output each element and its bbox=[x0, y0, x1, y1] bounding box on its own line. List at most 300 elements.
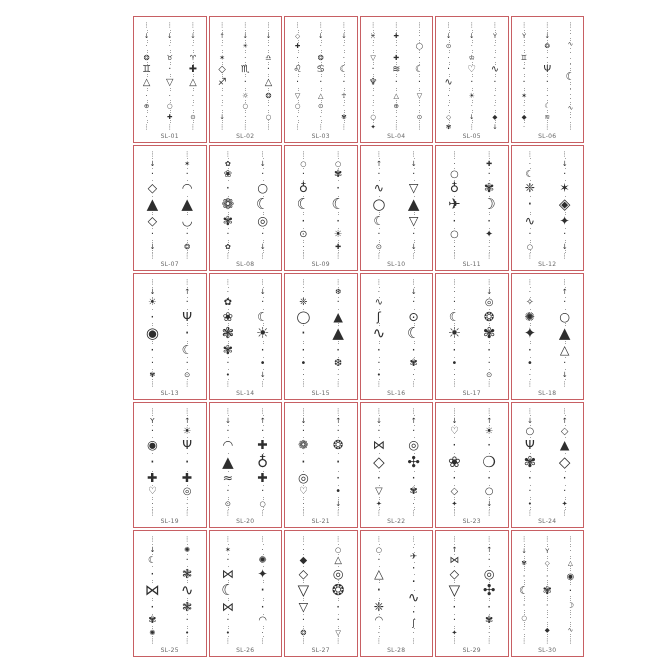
ornament-glyph: ↓ bbox=[259, 370, 266, 380]
ornament-glyph: ⋮ bbox=[149, 380, 156, 389]
ornament-glyph: ⋮ bbox=[334, 380, 342, 389]
ornament-glyph: ⋮ bbox=[485, 149, 493, 158]
ornament-glyph: · bbox=[226, 615, 230, 627]
ornament-glyph: ✺ bbox=[149, 627, 156, 637]
ornament-glyph: ◯ bbox=[415, 42, 424, 50]
ornament-glyph: · bbox=[145, 42, 148, 50]
ornament-glyph: · bbox=[452, 615, 456, 627]
ornament-glyph: · bbox=[411, 562, 416, 576]
ornament-glyph: ⋮ bbox=[259, 508, 266, 517]
ornament-glyph: Ψ bbox=[543, 63, 552, 75]
ornament-glyph: • bbox=[225, 627, 230, 637]
ornament-glyph: ☽ bbox=[566, 600, 575, 611]
ornament-glyph: • bbox=[376, 370, 381, 380]
ornament-glyph: ⋮ bbox=[375, 251, 383, 260]
ornament-glyph: ⊙ bbox=[408, 308, 419, 324]
ornament-glyph: ⋮ bbox=[189, 123, 197, 132]
ornament-glyph: ⋮ bbox=[149, 149, 156, 158]
ornament-glyph: ⋮ bbox=[183, 637, 191, 646]
ornament-glyph: · bbox=[487, 554, 491, 566]
ornament-glyph: · bbox=[266, 63, 270, 75]
tattoo-card bbox=[133, 145, 207, 272]
ornament-glyph: ✚ bbox=[257, 470, 268, 486]
ornament-glyph: ⋮ bbox=[149, 637, 156, 646]
ornament-strip bbox=[396, 279, 431, 388]
ornament-glyph: ⊙ bbox=[184, 370, 191, 380]
ornament-glyph: ☀ bbox=[447, 323, 462, 342]
ornament-glyph: · bbox=[372, 42, 375, 50]
ornament-glyph: ↓ bbox=[486, 287, 493, 297]
ornament-glyph: ⋮ bbox=[265, 21, 272, 29]
ornament-glyph: ✈ bbox=[448, 195, 461, 214]
ornament-glyph: ⋮ bbox=[259, 380, 266, 389]
ornament-glyph: ✚ bbox=[181, 470, 193, 486]
ornament-glyph: · bbox=[301, 213, 306, 229]
ornament-strip bbox=[245, 536, 280, 645]
ornament-glyph: ♏ bbox=[240, 63, 250, 75]
ornament-glyph: · bbox=[528, 158, 532, 168]
ornament-glyph: ∿ bbox=[567, 39, 574, 48]
ornament-glyph: · bbox=[417, 77, 421, 89]
design-code-label: SL-17 bbox=[462, 389, 481, 397]
ornament-glyph: ⋮ bbox=[567, 123, 574, 132]
ornament-strip bbox=[472, 408, 507, 517]
ornament-glyph: ♡ bbox=[467, 63, 477, 75]
ornament-glyph: · bbox=[244, 52, 247, 62]
ornament-glyph: · bbox=[453, 158, 456, 168]
ornament-glyph: ⋮ bbox=[485, 406, 493, 415]
ornament-glyph: · bbox=[528, 486, 532, 498]
ornament-glyph: ⋮ bbox=[451, 251, 458, 260]
design-code-label: SL-03 bbox=[311, 132, 330, 140]
ornament-glyph: ↓ bbox=[492, 123, 498, 132]
ornament-glyph: · bbox=[527, 341, 532, 357]
ornament-glyph: ✾ bbox=[482, 323, 496, 342]
tattoo-card bbox=[133, 530, 207, 657]
ornament-glyph: ⋮ bbox=[224, 508, 232, 517]
ornament-glyph: ⋮ bbox=[416, 21, 423, 29]
ornament-glyph: ⋮ bbox=[375, 380, 383, 389]
tattoo-design bbox=[513, 536, 583, 645]
ornament-glyph: · bbox=[336, 425, 340, 437]
ornament-glyph: ✦ bbox=[451, 627, 458, 637]
ornament-glyph: ⋮ bbox=[375, 508, 383, 517]
ornament-glyph: · bbox=[452, 598, 457, 614]
ornament-glyph: ⋮ bbox=[468, 123, 475, 132]
ornament-glyph: ○ bbox=[166, 102, 173, 111]
ornament-glyph: ⋮ bbox=[410, 278, 417, 287]
ornament-strip bbox=[211, 151, 246, 260]
ornament-glyph: ⋮ bbox=[561, 278, 568, 287]
ornament-glyph: ○ bbox=[259, 498, 266, 508]
ornament-glyph: · bbox=[226, 554, 230, 566]
ornament-glyph: ▲ bbox=[222, 452, 234, 471]
ornament-glyph: · bbox=[522, 570, 526, 581]
ornament-glyph: ↓ bbox=[469, 112, 475, 121]
design-code-label: SL-09 bbox=[311, 261, 330, 269]
ornament-glyph: ↑ bbox=[259, 416, 266, 426]
ornament-glyph: ◇ bbox=[298, 566, 309, 582]
ornament-glyph: · bbox=[412, 543, 415, 552]
ornament-glyph: ◉ bbox=[566, 570, 575, 581]
ornament-glyph: · bbox=[487, 627, 491, 637]
ornament-glyph: ∿ bbox=[372, 323, 386, 342]
ornament-glyph: · bbox=[221, 102, 224, 111]
tattoo-design bbox=[211, 408, 281, 517]
ornament-glyph: ✿ bbox=[224, 158, 231, 168]
ornament-glyph: ○ bbox=[257, 180, 269, 196]
ornament-glyph: · bbox=[226, 287, 230, 297]
ornament-glyph: · bbox=[377, 425, 381, 437]
ornament-glyph: ▲ bbox=[407, 195, 420, 214]
ornament-glyph: ⋮ bbox=[451, 637, 458, 646]
ornament-glyph: ⋮ bbox=[485, 251, 493, 260]
design-code-label: SL-22 bbox=[387, 518, 406, 526]
ornament-glyph: ⋮ bbox=[218, 21, 226, 29]
ornament-glyph: · bbox=[336, 297, 340, 309]
ornament-glyph: · bbox=[226, 229, 230, 241]
ornament-glyph: · bbox=[150, 425, 154, 437]
ornament-glyph: · bbox=[447, 91, 450, 100]
ornament-glyph: · bbox=[377, 287, 381, 297]
ornament-glyph: ⋮ bbox=[242, 123, 249, 132]
ornament-glyph: · bbox=[302, 498, 305, 508]
ornament-glyph: ☾ bbox=[221, 581, 235, 600]
ornament-glyph: · bbox=[225, 180, 230, 196]
ornament-glyph: Y bbox=[522, 31, 527, 40]
ornament-glyph: ◇ bbox=[218, 63, 226, 75]
ornament-glyph: ○ bbox=[334, 544, 342, 554]
ornament-glyph: ☾ bbox=[525, 168, 535, 180]
ornament-glyph: ⋮ bbox=[334, 278, 342, 287]
ornament-glyph: · bbox=[151, 498, 154, 508]
ornament-glyph: · bbox=[569, 614, 572, 623]
ornament-glyph: ∿ bbox=[567, 625, 574, 634]
ornament-strip bbox=[321, 279, 356, 388]
ornament-glyph: ⋮ bbox=[300, 637, 307, 646]
ornament-glyph: ❁ bbox=[221, 195, 235, 214]
ornament-glyph: ⋮ bbox=[334, 251, 342, 260]
ornament-glyph: ◎ bbox=[297, 470, 309, 486]
ornament-glyph: · bbox=[261, 486, 265, 498]
ornament-glyph: · bbox=[302, 544, 305, 554]
ornament-glyph: ↓ bbox=[300, 416, 307, 426]
ornament-glyph: ⋮ bbox=[334, 508, 342, 517]
ornament-glyph: ▽ bbox=[297, 581, 310, 600]
design-code-label: SL-28 bbox=[387, 646, 406, 654]
ornament-glyph: ❂ bbox=[544, 42, 550, 50]
ornament-glyph: ○ bbox=[300, 158, 307, 168]
ornament-glyph: · bbox=[527, 470, 532, 486]
ornament-glyph: · bbox=[493, 77, 497, 89]
ornament-glyph: ❀ bbox=[448, 452, 461, 471]
ornament-glyph: · bbox=[261, 168, 265, 180]
ornament-glyph: ↓ bbox=[521, 547, 527, 556]
ornament-glyph: ◇ bbox=[449, 566, 460, 582]
ornament-glyph: ↓ bbox=[335, 498, 342, 508]
tattoo-card bbox=[435, 402, 509, 529]
tattoo-design bbox=[211, 151, 281, 260]
ornament-glyph: ⋮ bbox=[375, 149, 383, 158]
ornament-glyph: ↓ bbox=[410, 241, 417, 251]
ornament-glyph: ⋮ bbox=[183, 278, 191, 287]
tattoo-design bbox=[513, 151, 583, 260]
ornament-glyph: ▽ bbox=[448, 581, 461, 600]
ornament-strip bbox=[170, 279, 205, 388]
ornament-glyph: · bbox=[185, 297, 189, 309]
ornament-glyph: ⋮ bbox=[520, 535, 528, 544]
ornament-glyph: · bbox=[191, 91, 195, 100]
ornament-glyph: · bbox=[168, 42, 171, 50]
ornament-strip bbox=[181, 22, 204, 131]
ornament-glyph: · bbox=[523, 102, 526, 111]
tattoo-design bbox=[211, 536, 281, 645]
ornament-glyph: ↑ bbox=[410, 416, 417, 426]
ornament-glyph: ⋮ bbox=[183, 535, 191, 544]
tattoo-design bbox=[211, 22, 281, 131]
tattoo-design bbox=[286, 408, 356, 517]
ornament-glyph: △ bbox=[374, 566, 384, 582]
ornament-glyph: ⋮ bbox=[294, 123, 301, 132]
ornament-glyph: ✾ bbox=[148, 615, 157, 627]
design-code-label: SL-01 bbox=[160, 132, 179, 140]
ornament-glyph: · bbox=[545, 77, 549, 89]
ornament-glyph: ✚ bbox=[257, 437, 268, 453]
ornament-strip bbox=[211, 408, 246, 517]
ornament-glyph: · bbox=[301, 615, 305, 627]
ornament-glyph: ○ bbox=[559, 308, 571, 324]
design-code-label: SL-05 bbox=[462, 132, 481, 140]
ornament-glyph: ↓ bbox=[451, 416, 458, 426]
ornament-strip bbox=[483, 22, 506, 131]
ornament-glyph: ◇ bbox=[450, 486, 459, 498]
ornament-glyph: ↑ bbox=[335, 416, 342, 426]
ornament-glyph: ▽ bbox=[166, 77, 174, 89]
ornament-glyph: ✾ bbox=[445, 123, 452, 132]
ornament-glyph: ⊙ bbox=[486, 370, 493, 380]
ornament-glyph: ⋮ bbox=[183, 508, 191, 517]
ornament-glyph: · bbox=[452, 341, 457, 357]
ornament-glyph: ∿ bbox=[524, 213, 536, 229]
ornament-glyph: ♈ bbox=[189, 52, 197, 62]
ornament-strip bbox=[362, 22, 385, 131]
ornament-glyph: ◡ bbox=[181, 213, 193, 229]
design-code-label: SL-06 bbox=[538, 132, 557, 140]
ornament-glyph: ○ bbox=[375, 544, 383, 554]
ornament-glyph: · bbox=[185, 554, 189, 566]
ornament-glyph: ⋮ bbox=[567, 535, 574, 544]
ornament-glyph: ☀ bbox=[484, 425, 494, 437]
ornament-glyph: · bbox=[563, 168, 567, 180]
ornament-glyph: ▲ bbox=[558, 323, 571, 342]
ornament-strip bbox=[437, 151, 472, 260]
ornament-glyph: ⋮ bbox=[410, 637, 417, 646]
ornament-glyph: ❈ bbox=[299, 297, 308, 309]
ornament-glyph: · bbox=[336, 598, 341, 614]
ornament-glyph: ❂ bbox=[483, 308, 495, 324]
ornament-glyph: ↓ bbox=[167, 31, 173, 40]
ornament-glyph: · bbox=[411, 605, 416, 619]
ornament-glyph: · bbox=[185, 498, 189, 508]
ornament-glyph: ⋈ bbox=[221, 598, 235, 614]
ornament-glyph: ↑ bbox=[486, 416, 493, 426]
tattoo-card bbox=[360, 273, 434, 400]
ornament-glyph: · bbox=[568, 584, 573, 598]
tattoo-card bbox=[133, 273, 207, 400]
ornament-glyph: ⋮ bbox=[451, 149, 458, 158]
tattoo-card bbox=[209, 530, 283, 657]
ornament-glyph: · bbox=[523, 123, 526, 132]
ornament-strip bbox=[362, 151, 397, 260]
ornament-strip bbox=[547, 151, 582, 260]
ornament-glyph: ○ bbox=[334, 158, 342, 168]
ornament-glyph: ◠ bbox=[374, 615, 384, 627]
ornament-glyph: · bbox=[336, 370, 340, 380]
ornament-glyph: ❂ bbox=[143, 52, 150, 62]
ornament-strip bbox=[321, 408, 356, 517]
ornament-glyph: ☾ bbox=[406, 323, 421, 342]
ornament-strip bbox=[245, 151, 280, 260]
tattoo-design bbox=[286, 536, 356, 645]
ornament-glyph: · bbox=[296, 77, 300, 89]
ornament-glyph: ⋮ bbox=[485, 535, 493, 544]
ornament-glyph: ❂ bbox=[184, 241, 191, 251]
ornament-strip bbox=[286, 408, 321, 517]
ornament-glyph: ⋮ bbox=[300, 380, 307, 389]
ornament-glyph: · bbox=[336, 180, 341, 196]
ornament-strip bbox=[286, 536, 321, 645]
ornament-glyph: · bbox=[418, 31, 421, 40]
ornament-glyph: ⋈ bbox=[449, 554, 460, 566]
ornament-glyph: ✶ bbox=[184, 158, 191, 168]
ornament-glyph: ❂ bbox=[265, 91, 272, 100]
ornament-glyph: ✿ bbox=[223, 297, 232, 309]
tattoo-design bbox=[437, 22, 507, 131]
ornament-glyph: ⋮ bbox=[317, 123, 324, 132]
ornament-glyph: ∿ bbox=[373, 180, 385, 196]
ornament-strip bbox=[536, 536, 559, 645]
ornament-glyph: ⋮ bbox=[561, 508, 568, 517]
ornament-strip bbox=[513, 536, 536, 645]
ornament-glyph: ♔ bbox=[468, 52, 475, 62]
ornament-glyph: · bbox=[261, 627, 264, 637]
ornament-glyph: ❃ bbox=[221, 323, 235, 342]
ornament-glyph: ◎ bbox=[332, 566, 344, 582]
ornament-glyph: · bbox=[470, 77, 474, 89]
ornament-glyph: · bbox=[336, 470, 341, 486]
ornament-glyph: ♐ bbox=[217, 77, 227, 89]
ornament-glyph: · bbox=[563, 229, 567, 241]
ornament-glyph: · bbox=[302, 370, 305, 380]
ornament-glyph: • bbox=[527, 498, 532, 508]
ornament-glyph: ○ bbox=[372, 195, 386, 214]
tattoo-card bbox=[511, 16, 585, 143]
ornament-glyph: ⋮ bbox=[259, 251, 266, 260]
ornament-glyph: · bbox=[342, 42, 345, 50]
ornament-glyph: ♁ bbox=[449, 180, 459, 196]
ornament-glyph: ✾ bbox=[542, 584, 552, 598]
ornament-glyph: · bbox=[522, 63, 526, 75]
ornament-glyph: ◎ bbox=[484, 297, 494, 309]
ornament-glyph: ▽ bbox=[294, 91, 301, 100]
ornament-glyph: ◇ bbox=[147, 213, 158, 229]
ornament-glyph: ▽ bbox=[375, 486, 383, 498]
ornament-glyph: · bbox=[493, 42, 496, 50]
ornament-strip bbox=[234, 22, 257, 131]
ornament-glyph: ⋮ bbox=[340, 21, 348, 29]
ornament-strip bbox=[286, 279, 321, 388]
ornament-strip bbox=[135, 279, 170, 388]
ornament-glyph: · bbox=[261, 425, 265, 437]
ornament-glyph: Y bbox=[545, 547, 550, 556]
ornament-glyph: · bbox=[447, 102, 450, 111]
ornament-glyph: ○ bbox=[484, 486, 494, 498]
ornament-glyph: ☾ bbox=[331, 195, 345, 214]
ornament-glyph: · bbox=[453, 241, 456, 251]
ornament-glyph: ⋮ bbox=[526, 251, 534, 260]
ornament-glyph: ⋮ bbox=[375, 535, 383, 544]
ornament-glyph: ♆ bbox=[368, 77, 378, 89]
ornament-strip bbox=[472, 536, 507, 645]
ornament-glyph: ↑ bbox=[184, 287, 191, 297]
ornament-strip bbox=[321, 536, 356, 645]
ornament-strip bbox=[211, 279, 246, 388]
ornament-glyph: ↑ bbox=[561, 287, 568, 297]
design-code-label: SL-12 bbox=[538, 261, 557, 269]
ornament-glyph: ∿ bbox=[374, 297, 383, 309]
ornament-glyph: ↓ bbox=[259, 287, 266, 297]
ornament-glyph: ✦ bbox=[485, 229, 494, 241]
ornament-glyph: ↓ bbox=[265, 31, 272, 40]
ornament-glyph: ⋮ bbox=[265, 123, 272, 132]
ornament-glyph: ↓ bbox=[149, 158, 156, 168]
ornament-glyph: ✦ bbox=[559, 213, 570, 229]
ornament-glyph: ⋮ bbox=[259, 278, 266, 287]
ornament-glyph: · bbox=[185, 229, 189, 241]
ornament-glyph: ⋮ bbox=[224, 380, 232, 389]
ornament-glyph: ↓ bbox=[149, 544, 156, 554]
ornament-glyph: △ bbox=[142, 77, 151, 89]
ornament-glyph: ☾ bbox=[448, 308, 460, 324]
ornament-glyph: · bbox=[377, 168, 381, 180]
ornament-glyph: · bbox=[563, 486, 567, 498]
ornament-glyph: ◠ bbox=[222, 437, 234, 453]
ornament-glyph: Ψ bbox=[182, 437, 192, 453]
ornament-strip bbox=[245, 408, 280, 517]
ornament-glyph: ⋮ bbox=[183, 380, 191, 389]
ornament-strip bbox=[472, 151, 507, 260]
ornament-glyph: ⋮ bbox=[259, 535, 266, 544]
ornament-glyph: • bbox=[335, 486, 342, 498]
ornament-glyph: ⋮ bbox=[183, 149, 191, 158]
ornament-glyph: ⋮ bbox=[485, 508, 493, 517]
ornament-glyph: ⋮ bbox=[149, 535, 156, 544]
ornament-glyph: · bbox=[562, 470, 567, 486]
ornament-glyph: ⋮ bbox=[300, 508, 307, 517]
ornament-glyph: ⋮ bbox=[300, 406, 307, 415]
ornament-glyph: ♡ bbox=[298, 486, 308, 498]
ornament-glyph: · bbox=[267, 102, 270, 111]
ornament-strip bbox=[362, 536, 397, 645]
tattoo-card bbox=[511, 402, 585, 529]
ornament-glyph: ↓ bbox=[224, 416, 231, 426]
ornament-glyph: ↓ bbox=[469, 31, 475, 40]
ornament-glyph: · bbox=[546, 91, 549, 100]
tattoo-card bbox=[284, 16, 358, 143]
ornament-glyph: ▽ bbox=[408, 180, 419, 196]
ornament-glyph: · bbox=[563, 297, 567, 309]
ornament-glyph: ⋮ bbox=[375, 637, 383, 646]
